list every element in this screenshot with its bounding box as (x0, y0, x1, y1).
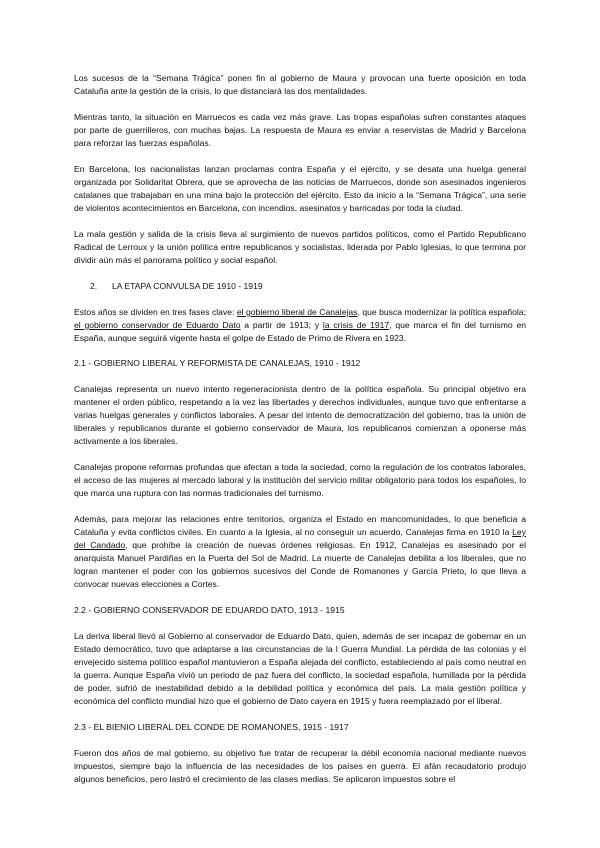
link-canalejas[interactable]: el gobierno liberal de Canalejas (236, 307, 358, 317)
section-heading-2 (90, 280, 526, 293)
paragraph: Fueron dos años de mal gobierno, su objetivo fue tratar de recuperar la débil economía nacional mediante nuevos impuestos, siempre bajo la influencia de las necesidades de los países en guerra. El afán recaudatorio produjo algunos beneficios, pero lastró el crecimiento de las clases medias. Se aplicaron impuestos sobre el (74, 748, 526, 784)
paragraph: Canalejas propone reformas profundas que afectan a toda la sociedad, como la regulación de los contratos laborales, el acceso de las mujeres al mercado laboral y la institución del servicio militar obligatorio para todos los españoles, lo que marca una ruptura con las normas tradicionales del turnismo. (74, 462, 526, 498)
subsection-heading-2-2: 2.2 - GOBIERNO CONSERVADOR DE EDUARDO DATO, 1913 - 1915 (74, 605, 345, 615)
paragraph (74, 513, 526, 591)
text-run: , que busca modernizar la política española; (357, 307, 526, 317)
paragraph: La deriva liberal llevó al Gobierno al conservador de Eduardo Dato, quien, además de ser incapaz de gobernar en un Estado democrático, tuvo que adaptarse a las circunstancias de la I Guerra Mundial. La pérdida de las colonias y el envejecido sistema político español mantuvieron a España alejada del conflicto, estableciendo al país como neutral en la guerra. Aunque España vivió un periodo de paz fuera del conflicto, la sociedad española, humillada por la pérdida de poder, sufrió de inestabilidad debido a la debilidad política y económica del país. La mala gestión política y económica del conflicto mundial hizo que el gobierno de Dato cayera en 1915 y fuera reemplazado por el liberal. (74, 631, 526, 706)
paragraph: La mala gestión y salida de la crisis lleva al surgimiento de nuevos partidos políticos, como el Partido Republicano Radical de Lerroux y la unión política entre republicanos y socialistas, liderada por Pablo Iglesias, lo que termina por dividir aún más el panorama político y social español. (74, 229, 526, 265)
paragraph: Canalejas representa un nuevo intento regeneracionista dentro de la política española. Su principal objetivo era mantener el orden público, respetando a la vez las libertades y derechos individuales, aunque tuvo que enfrentarse a varias huelgas generales y conflictos laborales. A pesar del intento de democratización del gobierno, tras la unión de liberales y republicanos durante el gobierno conservador de Maura, los republicanos comienzan a oponerse más activamente a los liberales. (74, 384, 526, 446)
text-run: , que marca el fin del turnismo en España, aunque seguirá vigente hasta el golpe de Estado de Primo de Rivera en 1923. (74, 320, 526, 343)
paragraph: En Barcelona, los nacionalistas lanzan proclamas contra España y el ejército, y se desata una huelga general organizada por Solidaritat Obrera, que se aprovecha de las noticias de Marruecos, donde son asesinados ingenieros catalanes que trabajaban en una mina bajo la protección del ejército. Esto da inicio a la “Semana Trágica”, una serie de violentos acontecimientos en Barcelona, con incendios, asesinatos y barricadas por toda la ciudad. (74, 164, 526, 213)
text-run: Además, para mejorar las relaciones entre territorios, organiza el Estado en mancomunidades, lo que beneficia a Cataluña y evita conflictos civiles. En cuanto a la Iglesia, al no conseguir un acuerdo, Canalejas firma en 1910 la (74, 514, 526, 537)
section-intro (74, 306, 526, 345)
text-run: , que prohíbe la creación de nuevas órdenes religiosas. En 1912, Canalejas es asesinado por el anarquista Manuel Pardiñas en la Puerta del Sol de Madrid. La muerte de Canalejas debilita a los liberales, que no logran mantener el poder con los gobiernos sucesivos del Conde de Romanones y García Prieto, lo que lleva a convocar nuevas elecciones a Cortes. (74, 540, 526, 589)
subsection-heading-2-3: 2.3 - EL BIENIO LIBERAL DEL CONDE DE ROMANONES, 1915 - 1917 (74, 722, 349, 732)
section-number: 2. (90, 281, 98, 291)
text-run: a partir de 1913; y (240, 320, 323, 330)
subsection-heading-2-1: 2.1 - GOBIERNO LIBERAL Y REFORMISTA DE CANALEJAS, 1910 - 1912 (74, 358, 361, 368)
text-run: Estos años se dividen en tres fases clave: (74, 307, 237, 317)
link-ley-del-candado[interactable]: Ley del Candado (74, 527, 526, 550)
paragraph: Mientras tanto, la situación en Marruecos es cada vez más grave. Las tropas españolas sufren constantes ataques por parte de guerrilleros, con muchas bajas. La respuesta de Maura es enviar a reservistas de Madrid y Barcelona para reforzar las fuerzas españolas. (74, 112, 526, 148)
link-dato[interactable]: el gobierno conservador de Eduardo Dato (74, 320, 241, 330)
link-crisis-1917[interactable]: la crisis de 1917 (322, 320, 390, 330)
section-title: LA ETAPA CONVULSA DE 1910 - 1919 (112, 281, 263, 291)
paragraph: Los sucesos de la “Semana Trágica” ponen fin al gobierno de Maura y provocan una fuerte oposición en toda Cataluña ante la gestión de la crisis, lo que distanciará las dos mentalidades. (74, 73, 526, 96)
